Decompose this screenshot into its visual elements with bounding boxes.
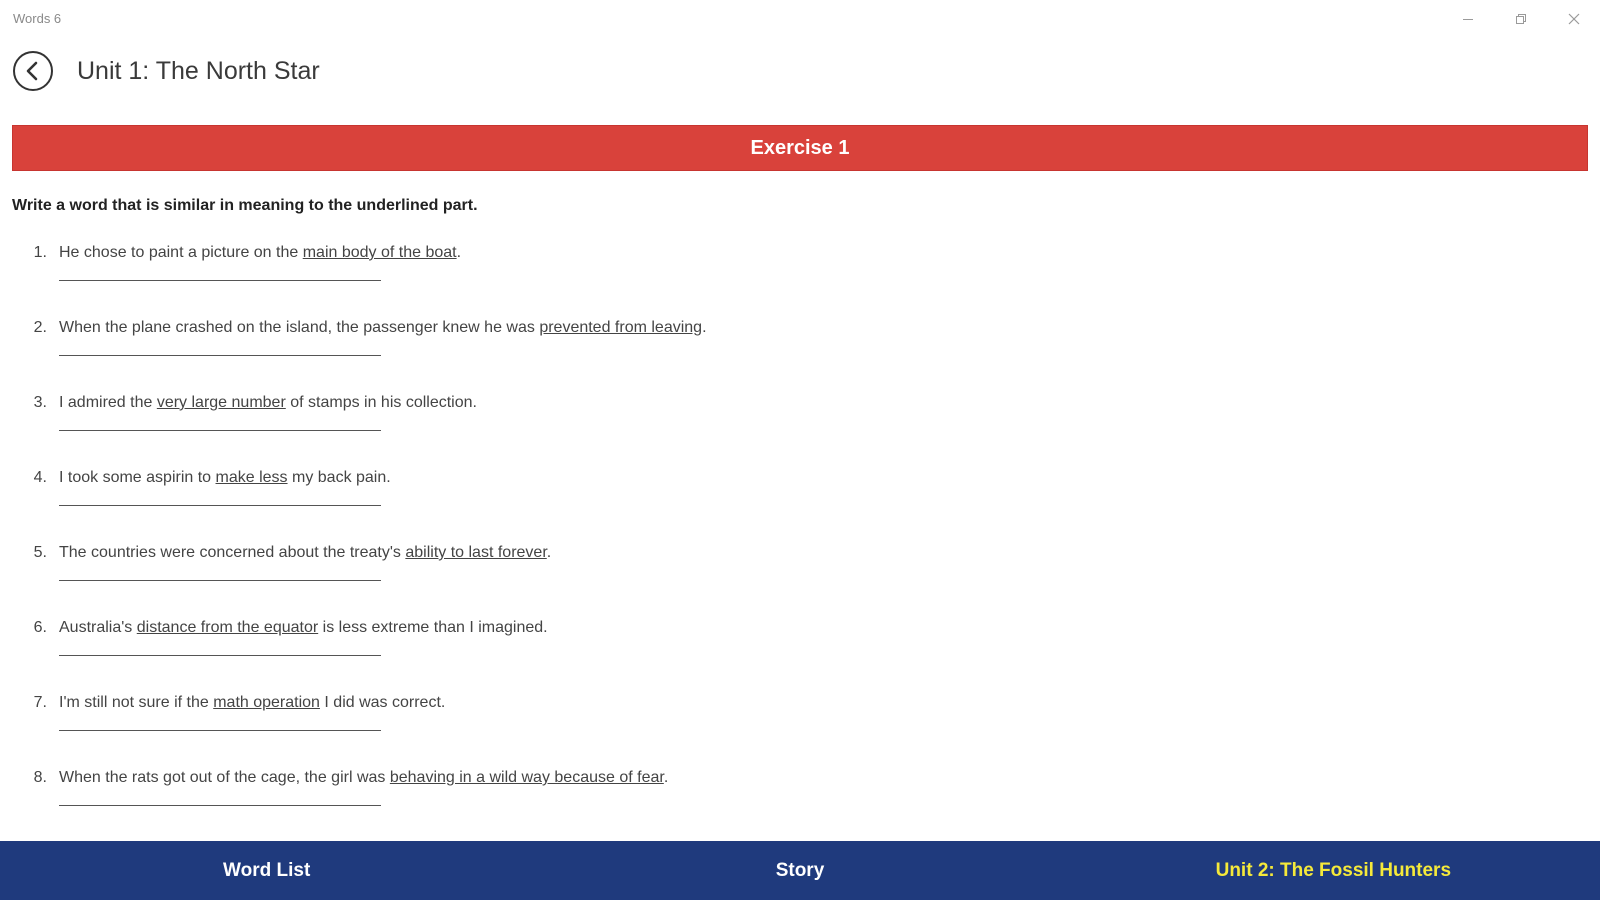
question-item xyxy=(0,311,1600,386)
question-text: When the rats got out of the cage, the girl was behaving in a wild way because of fear. xyxy=(59,769,669,786)
underlined-phrase: main body of the boat xyxy=(302,244,457,261)
question-text: I took some aspirin to make less my back pain. xyxy=(59,469,391,486)
answer-field[interactable] xyxy=(59,505,381,506)
page-title: Unit 1: The North Star xyxy=(77,57,320,85)
answer-field[interactable] xyxy=(59,430,381,431)
question-number: 7. xyxy=(33,694,47,711)
underlined-phrase: distance from the equator xyxy=(136,619,319,636)
restore-icon xyxy=(1515,13,1527,25)
question-text: I admired the very large number of stamps in his collection. xyxy=(59,394,477,411)
underlined-phrase: very large number xyxy=(156,394,286,411)
window-controls xyxy=(1441,0,1600,38)
question-number: 3. xyxy=(33,394,47,411)
answer-field[interactable] xyxy=(59,730,381,731)
question-number: 6. xyxy=(33,619,47,636)
bottom-navigation xyxy=(0,841,1600,900)
answer-field[interactable] xyxy=(59,355,381,356)
question-item xyxy=(0,761,1600,836)
answer-field[interactable] xyxy=(59,580,381,581)
question-text: When the plane crashed on the island, the passenger knew he was prevented from leaving. xyxy=(59,319,707,336)
question-item xyxy=(0,536,1600,611)
question-number: 4. xyxy=(33,469,47,486)
answer-field[interactable] xyxy=(59,280,381,281)
app-title: Words 6 xyxy=(13,11,62,26)
close-button[interactable] xyxy=(1547,0,1600,38)
page-header xyxy=(0,46,1600,96)
question-item xyxy=(0,611,1600,686)
word-list-button[interactable]: Word List xyxy=(223,859,311,881)
story-button[interactable]: Story xyxy=(775,859,825,881)
next-unit-button[interactable]: Unit 2: The Fossil Hunters xyxy=(1215,859,1452,881)
back-button[interactable] xyxy=(12,50,54,92)
minimize-button[interactable] xyxy=(1441,0,1494,38)
question-number: 1. xyxy=(33,244,47,261)
question-text: Australia's distance from the equator is less extreme than I imagined. xyxy=(59,619,548,636)
exercise-banner xyxy=(12,125,1588,171)
restore-button[interactable] xyxy=(1494,0,1547,38)
question-text: He chose to paint a picture on the main body of the boat. xyxy=(59,244,462,261)
exercise-instructions: Write a word that is similar in meaning to the underlined part. xyxy=(12,197,478,214)
question-number: 2. xyxy=(33,319,47,336)
question-text: The countries were concerned about the treaty's ability to last forever. xyxy=(59,544,552,561)
question-item xyxy=(0,236,1600,311)
title-bar xyxy=(0,0,1600,38)
underlined-phrase: ability to last forever xyxy=(405,544,547,561)
back-arrow-icon xyxy=(12,50,54,92)
underlined-phrase: math operation xyxy=(213,694,320,711)
minimize-icon xyxy=(1462,13,1474,25)
question-text: I'm still not sure if the math operation I did was correct. xyxy=(59,694,446,711)
question-item xyxy=(0,686,1600,761)
question-item xyxy=(0,386,1600,461)
underlined-phrase: prevented from leaving xyxy=(539,319,703,336)
underlined-phrase: make less xyxy=(215,469,288,486)
question-list xyxy=(0,236,1600,836)
question-number: 8. xyxy=(33,769,47,786)
close-icon xyxy=(1568,13,1580,25)
question-number: 5. xyxy=(33,544,47,561)
question-item xyxy=(0,461,1600,536)
answer-field[interactable] xyxy=(59,805,381,806)
answer-field[interactable] xyxy=(59,655,381,656)
underlined-phrase: behaving in a wild way because of fear xyxy=(389,769,664,786)
exercise-title: Exercise 1 xyxy=(750,136,850,159)
